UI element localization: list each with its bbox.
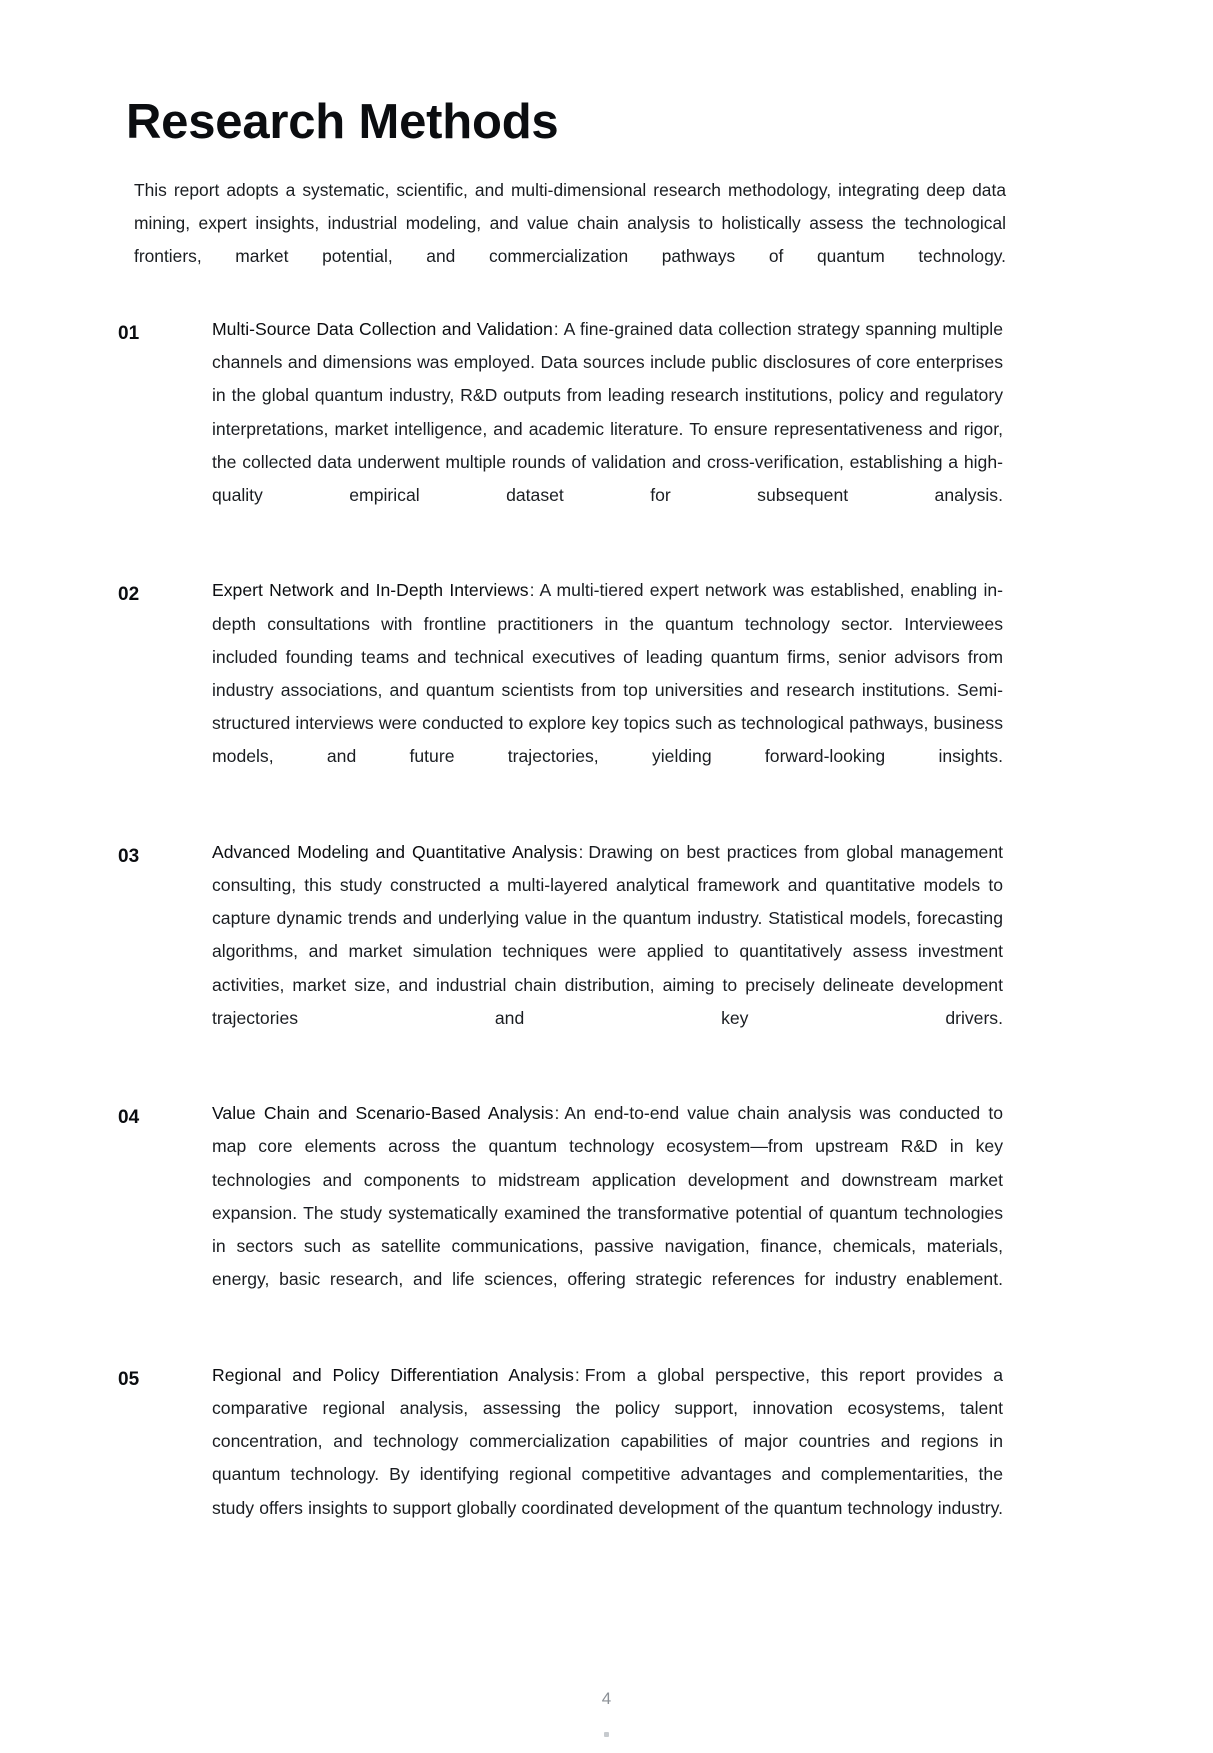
list-item-body [212, 1097, 1003, 1329]
list-item-heading: Advanced Modeling and Quantitative Analysis [212, 841, 578, 862]
list-item-heading: Expert Network and In-Depth Interviews [212, 580, 529, 601]
intro-paragraph: This report adopts a systematic, scientific, and multi-dimensional research methodology, integrating deep data mining, expert insights, industrial modeling, and value chain analysis to holistically assess the technological frontiers, market potential, and commercialization pathways of quantum technology. [134, 180, 1006, 266]
list-item-body [212, 574, 1003, 806]
list-item [0, 1359, 1213, 1558]
list-item-text: A fine-grained data collection strategy spanning multiple channels and dimensions was employed. Data sources include public disclosures of core enterprises in the global quantum industry, R&D outputs from leading research institutions, policy and regulatory interpretations, market intelligence, and academic literature. To ensure representativeness and rigor, the collected data underwent multiple rounds of validation and cross-verification, establishing a high-quality empirical dataset for subsequent analysis. [212, 319, 1003, 506]
list-item-body [212, 313, 1003, 545]
list-item-text: An end-to-end value chain analysis was conducted to map core elements across the quantum technology ecosystem—from upstream R&D in key technologies and components to midstream application development and downstream market expansion. The study systematically examined the transformative potential of quantum technologies in sectors such as satellite communications, passive navigation, finance, chemicals, materials, energy, basic research, and life sciences, offering strategic references for industry enablement. [212, 1103, 1003, 1290]
list-item [0, 574, 1213, 806]
list-item-heading: Multi-Source Data Collection and Validation [212, 319, 553, 339]
list-item-text: A multi-tiered expert network was established, enabling in-depth consultations with frontline practitioners in the quantum technology sector. Interviewees included founding teams and technical executives of leading quantum firms, senior advisors from industry associations, and quantum scientists from top universities and research institutions. Semi-structured interviews were conducted to explore key topics such as technological pathways, business models, and future trajectories, yielding forward-looking insights. [212, 580, 1003, 767]
heading-colon: : [553, 319, 559, 339]
page-number: 4 [601, 1689, 612, 1708]
heading-colon: : [574, 1364, 580, 1385]
list-item [0, 836, 1213, 1068]
heading-colon: : [578, 841, 584, 862]
list-item-text: From a global perspective, this report provides a comparative regional analysis, assessing the policy support, innovation ecosystems, talent concentration, and technology commercialization capabilities of major countries and regions in quantum technology. By identifying regional competitive advantages and complementarities, the study offers insights to support globally coordinated development of the quantum technology industry. [212, 1364, 1003, 1518]
list-item [0, 1097, 1213, 1329]
list-item-heading: Regional and Policy Differentiation Analysis [212, 1364, 574, 1385]
list-item-number: 02 [118, 584, 140, 606]
page-footer [0, 1688, 1213, 1737]
heading-colon: : [554, 1103, 560, 1124]
list-item-body [212, 836, 1003, 1068]
list-item-heading: Value Chain and Scenario-Based Analysis [212, 1103, 554, 1124]
list-item-body [212, 1359, 1003, 1558]
list-item [0, 313, 1213, 545]
heading-colon: : [529, 580, 535, 601]
list-item-text: Drawing on best practices from global management consulting, this study constructed a multi-layered analytical framework and quantitative models to capture dynamic trends and underlying value in the quantum industry. Statistical models, forecasting algorithms, and market simulation techniques were applied to quantitatively assess investment activities, market size, and industrial chain distribution, aiming to precisely delineate development trajectories and key drivers. [212, 841, 1003, 1028]
list-item-number: 04 [118, 1107, 140, 1129]
list-item-number: 05 [118, 1368, 140, 1390]
list-item-number: 01 [118, 323, 140, 344]
list-item-number: 03 [118, 845, 140, 867]
methods-list [0, 313, 1213, 1587]
footer-dot-icon [604, 1732, 609, 1737]
page-title: Research Methods [126, 94, 559, 149]
